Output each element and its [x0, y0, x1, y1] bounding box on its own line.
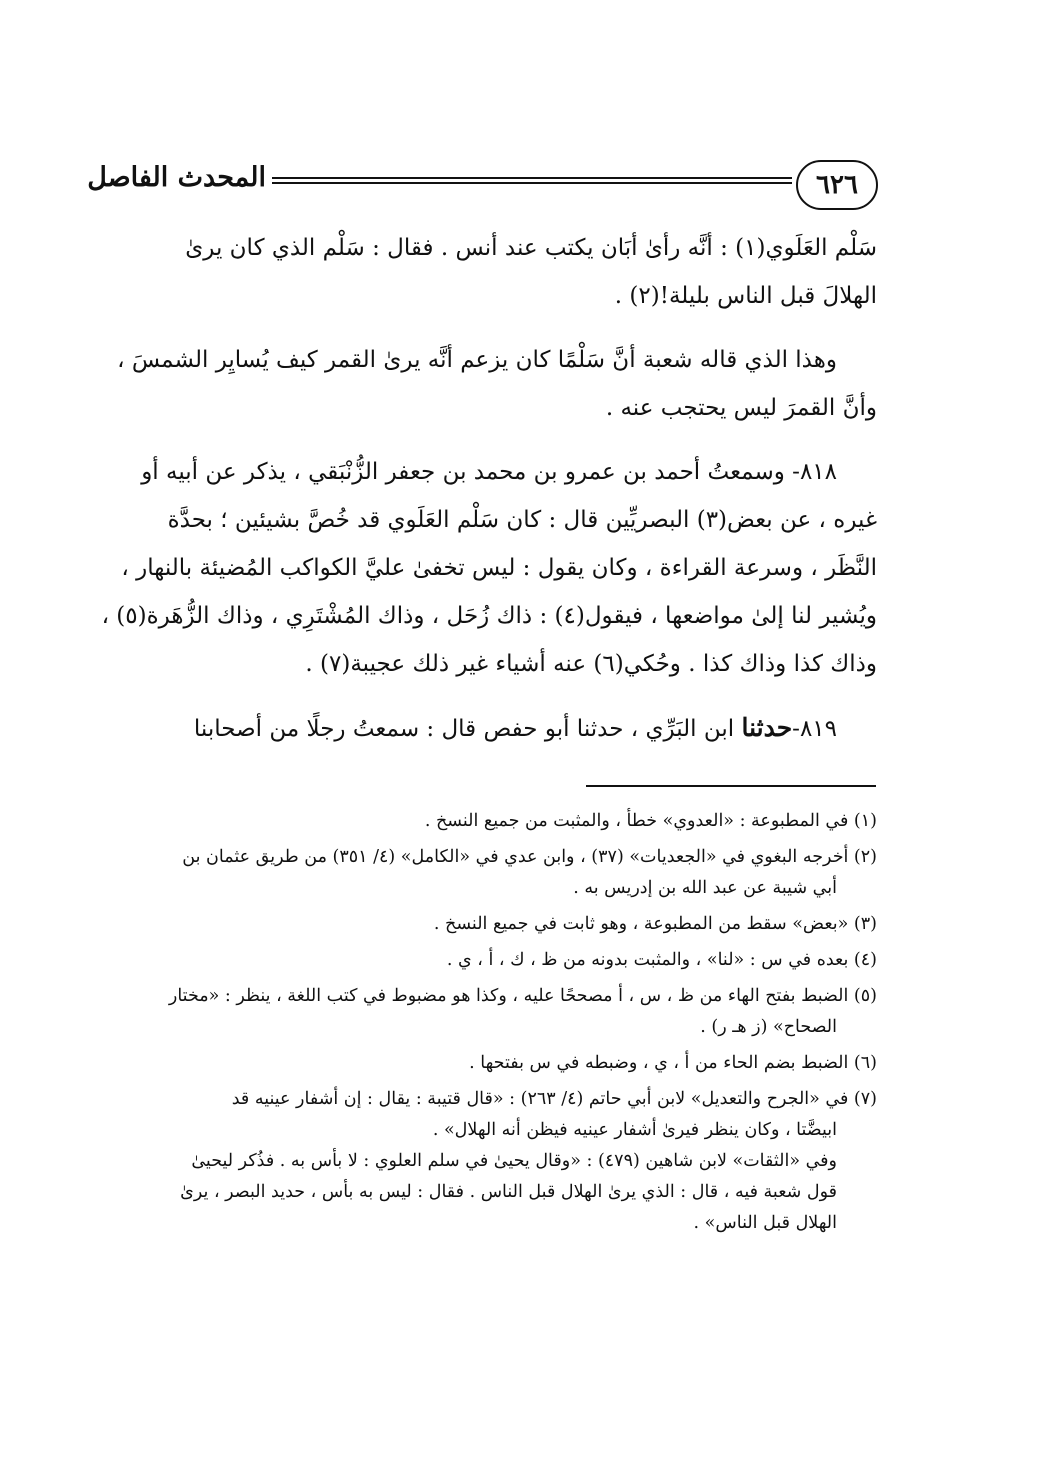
hadith-number: ٨١٩- — [792, 716, 837, 742]
text-line — [132, 704, 877, 752]
footnote-line: (٢) أخرجه البغوي في «الجعديات» (٣٧) ، وابن عدي في «الكامل» (٤/ ٣٥١) من طريق عثمان بن — [182, 847, 877, 867]
paragraph-1 — [132, 224, 877, 320]
footnote-line: ابيضَّتا ، وكان ينظر فيرىٰ أشفار عينيه فيظن أنه الهلال» . — [432, 1120, 837, 1140]
footnote-line: (٧) في «الجرح والتعديل» لابن أبي حاتم (٤/ ٢٦٣) : «قال قتيبة : يقال : إن أشفار عينيه قد — [231, 1089, 877, 1109]
footnote-line: (١) في المطبوعة : «العدوي» خطأ ، والمثبت من جميع النسخ . — [424, 811, 877, 831]
text-line: وهذا الذي قاله شعبة أنَّ سَلْمًا كان يزعم أنَّه يرىٰ القمر كيف يُسايِر الشمسَ ، — [117, 347, 837, 373]
paragraph-819 — [132, 704, 877, 752]
book-title: المحدث الفاصل — [87, 162, 266, 193]
footnote-line: وفي «الثقات» لابن شاهين (٤٧٩) : «وقال يحيىٰ في سلم العلوي : لا بأس به . فذُكر ليحيىٰ — [191, 1151, 837, 1171]
text-line: وذاك كذا وذاك كذا . وحُكي(٦) عنه أشياء غير ذلك عجيبة(٧) . — [305, 651, 877, 677]
footnote-line: (٤) بعده في س : «لنا» ، والمثبت بدونه من ظ ، ك ، أ ، ي . — [446, 950, 877, 970]
footnote-2 — [132, 842, 877, 904]
footnote-line: قول شعبة فيه ، قال : الذي يرىٰ الهلال قبل الناس . فقال : ليس به بأس ، حديد البصر ، يرىٰ — [180, 1182, 837, 1202]
footnote-line: (٦) الضبط بضم الحاء من أ ، ي ، وضبطه في س بفتحها . — [469, 1053, 877, 1073]
footnote-4 — [132, 945, 877, 976]
footnote-7 — [132, 1084, 877, 1239]
footnote-separator — [586, 785, 876, 787]
text-line: وأنَّ القمرَ ليس يحتجب عنه . — [605, 395, 877, 421]
footnote-line: الهلال قبل الناس» . — [693, 1213, 837, 1233]
text-line: سَلْم العَلَوي(١) : أنَّه رأىٰ أبَان يكتب عند أنس . فقال : سَلْم الذي كان يرىٰ — [185, 235, 877, 261]
footnote-line: أبي شيبة عن عبد الله بن إدريس به . — [573, 878, 837, 898]
header-double-rule — [272, 177, 792, 184]
text-line: ٨١٨- وسمعتُ أحمد بن عمرو بن محمد بن جعفر الزُّنْبَقي ، يذكر عن أبيه أو — [141, 459, 837, 485]
hadith-keyword: حدثنا — [741, 713, 793, 742]
paragraph-818 — [101, 448, 877, 688]
footnote-line: الصحاح» (ز هـ ر) . — [700, 1017, 837, 1037]
text-line: غيره ، عن بعض(٣) البصريِّين قال : كان سَلْم العَلَوي قد خُصَّ بشيئين ؛ بحدَّة — [167, 507, 877, 533]
hadith-text: ابن البَرِّي ، حدثنا أبو حفص قال : سمعتُ رجلًا من أصحابنا — [193, 716, 735, 742]
text-line: الهلالَ قبل الناس بليلة!(٢) . — [614, 283, 877, 309]
footnote-3 — [132, 909, 877, 940]
footnote-1 — [132, 806, 877, 837]
text-line: ويُشير لنا إلىٰ مواضعها ، فيقول(٤) : ذاك زُحَل ، وذاك المُشْتَرِي ، وذاك الزُّهَرة(٥) ، — [101, 603, 877, 629]
page-header — [87, 160, 878, 220]
footnote-5 — [132, 981, 877, 1043]
footnotes — [132, 806, 877, 1244]
page-number: ٦٢٦ — [796, 160, 878, 210]
footnote-line: (٥) الضبط بفتح الهاء من ظ ، س ، أ مصححًا عليه ، وكذا هو مضبوط في كتب اللغة ، ينظر : «مختار — [168, 986, 877, 1006]
paragraph-2 — [117, 336, 877, 432]
main-text — [101, 224, 877, 768]
text-line: النَّظَر ، وسرعة القراءة ، وكان يقول : ليس تخفىٰ عليَّ الكواكب المُضيئة بالنهار ، — [121, 555, 877, 581]
footnote-line: (٣) «بعض» سقط من المطبوعة ، وهو ثابت في جميع النسخ . — [433, 914, 877, 934]
footnote-6 — [132, 1048, 877, 1079]
